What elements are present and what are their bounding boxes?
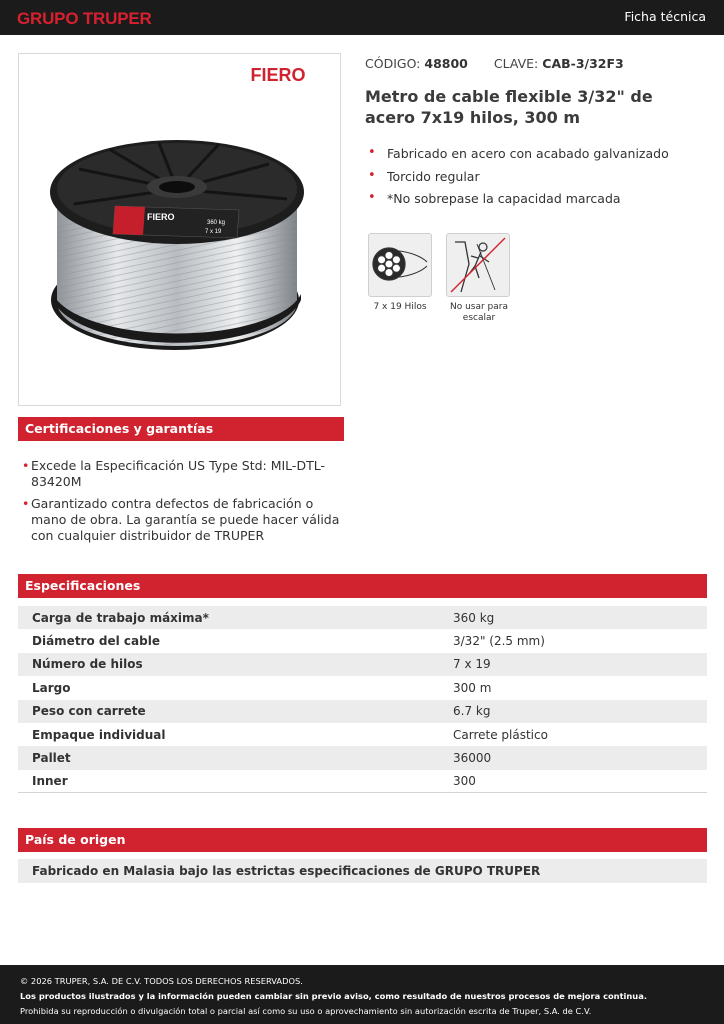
spec-key: Peso con carrete: [18, 700, 439, 723]
footer-prohibition: Prohibida su reproducción o divulgación total o parcial así como su uso o aprovechamiento sin autorización escrita de Truper, S.A. de C.V.: [20, 1006, 592, 1016]
spec-value: 7 x 19: [439, 653, 707, 676]
certifications-list: [22, 458, 342, 550]
feature-item: • Fabricado en acero con acabado galvanizado: [368, 146, 669, 169]
certification-item: • Garantizado contra defectos de fabricación o mano de obra. La garantía se puede hacer válida con cualquier distribuidor de TRUPER: [22, 496, 342, 544]
spec-key: Diámetro del cable: [32, 634, 160, 649]
spool-label-capacity: 360 kg: [207, 220, 226, 226]
table-row: [18, 629, 707, 652]
spec-value: 300 m: [453, 680, 492, 695]
specifications-table: [18, 606, 707, 793]
specifications-heading: Especificaciones: [18, 574, 707, 598]
table-row: [18, 723, 707, 746]
feature-item: • *No sobrepase la capacidad marcada: [368, 191, 669, 214]
cable-spool-illustration: [19, 54, 340, 405]
footer-copyright: © 2026 TRUPER, S.A. DE C.V. TODOS LOS DERECHOS RESERVADOS.: [20, 976, 303, 986]
no-climbing-icon: [446, 233, 510, 297]
table-row: [18, 653, 707, 676]
spool-label: [113, 206, 239, 238]
footer: [0, 965, 724, 1024]
spec-key: Número de hilos: [18, 653, 439, 676]
table-row: [18, 700, 707, 723]
key-label: CLAVE:: [493, 56, 539, 71]
certification-item: • Excede la Especificación US Type Std: MIL-DTL-83420M: [22, 458, 342, 490]
origin-text: Fabricado en Malasia bajo las estrictas especificaciones de GRUPO TRUPER: [18, 859, 707, 883]
table-divider: [18, 792, 707, 793]
spec-key: Largo: [32, 680, 71, 695]
feature-list: [368, 146, 669, 214]
product-codes: [365, 56, 624, 71]
spec-key: Empaque individual: [32, 727, 166, 742]
key-value: CAB-3/32F3: [542, 56, 624, 71]
spec-value: 3/32" (2.5 mm): [453, 634, 545, 649]
product-title: Metro de cable flexible 3/32" de acero 7x19 hilos, 300 m: [365, 87, 653, 127]
spec-value: Carrete plástico: [453, 727, 548, 742]
table-row: [18, 746, 707, 769]
spool-label-strands: 7 x 19: [205, 229, 222, 235]
fiero-logo: FIERO: [250, 65, 306, 85]
spec-value: 360 kg: [439, 606, 707, 629]
cable-strands-icon: [368, 233, 432, 297]
spec-value: 300: [453, 774, 476, 789]
spec-value: 36000: [439, 746, 707, 769]
footer-notice: Los productos ilustrados y la información pueden cambiar sin previo aviso, como resultado de nuestros procesos de mejora continua.: [20, 991, 647, 1001]
table-row: [18, 606, 707, 629]
code-label: CÓDIGO:: [365, 56, 421, 71]
brand-logo: GRUPO TRUPER: [17, 9, 152, 28]
product-image: [18, 53, 341, 406]
certifications-heading: Certificaciones y garantías: [18, 417, 344, 441]
origin-heading: País de origen: [18, 828, 707, 852]
table-row: [18, 770, 707, 793]
spec-key: Carga de trabajo máxima*: [18, 606, 439, 629]
spool-label-brand: FIERO: [147, 212, 175, 222]
table-row: [18, 676, 707, 699]
document-type: Ficha técnica: [624, 9, 706, 24]
spec-key: Pallet: [18, 746, 439, 769]
spec-value: 6.7 kg: [439, 700, 707, 723]
no-climbing-label: No usar para escalar: [449, 302, 508, 323]
code-value: 48800: [424, 56, 468, 71]
cable-strands-label: 7 x 19 Hilos: [373, 302, 427, 312]
feature-item: • Torcido regular: [368, 169, 669, 192]
top-bar: [0, 0, 724, 35]
spec-key: Inner: [32, 774, 68, 789]
